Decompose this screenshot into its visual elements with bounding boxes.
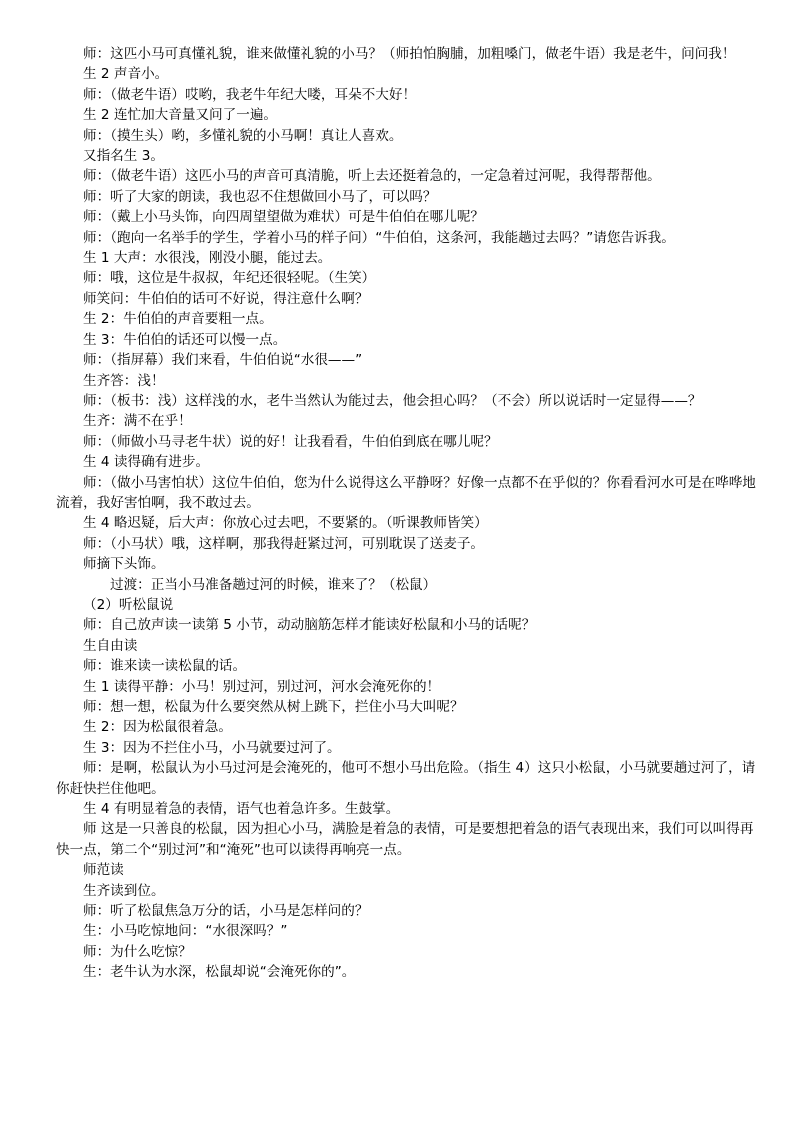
paragraph: 生 2：牛伯伯的声音要粗一点。 (83, 311, 273, 328)
paragraph: 师笑问：牛伯伯的话可不好说，得注意什么啊？ (83, 290, 369, 307)
paragraph: 生齐答：浅！ (83, 372, 165, 389)
paragraph: 生 2：因为松鼠很着急。 (83, 719, 232, 736)
paragraph: 师 这是一只善良的松鼠，因为担心小马，满脸是着急的表情，可是要想把着急的语气表现出来，我们可以叫得再快一点，第二个“别过河”和“淹死”也可以读得再响亮一点。 (56, 821, 754, 858)
paragraph: 师：（小马状）哦，这样啊，那我得赶紧过河，可别耽误了送麦子。 (83, 535, 485, 552)
paragraph: 师：（师做小马寻老牛状）说的好！让我看看，牛伯伯到底在哪儿呢？ (83, 433, 498, 450)
paragraph: 师：听了大家的朗读，我也忍不住想做回小马了，可以吗？ (83, 188, 437, 205)
paragraph: 生：老牛认为水深，松鼠却说“会淹死你的”。 (83, 964, 356, 981)
paragraph: 生 1 大声：水很浅，刚没小腿，能过去。 (83, 250, 332, 267)
paragraph: 生 1 读得平静：小马！别过河，别过河，河水会淹死你的！ (83, 678, 441, 695)
paragraph: 师：（指屏幕）我们来看，牛伯伯说“水很——” (83, 352, 363, 369)
paragraph: 师摘下头饰。 (83, 556, 165, 573)
paragraph: 生：小马吃惊地问：“水很深吗？” (83, 923, 288, 940)
paragraph: 生 4 略迟疑，后大声：你放心过去吧，不要紧的。（听课教师皆笑） (83, 515, 488, 532)
paragraph: 师：（摸生头）哟，多懂礼貌的小马啊！真让人喜欢。 (83, 127, 403, 144)
paragraph: 生齐读到位。 (83, 882, 165, 899)
paragraph: 师范读 (83, 862, 124, 879)
paragraph: 生 4 读得确有进步。 (83, 454, 210, 471)
paragraph: 师：（做小马害怕状）这位牛伯伯，您为什么说得这么平静呀？好像一点都不在乎似的？你看看河水可是在哗哗地流着，我好害怕啊，我不敢过去。 (56, 474, 756, 511)
paragraph: 师：（板书：浅）这样浅的水，老牛当然认为能过去，他会担心吗？（不会）所以说话时一定显得——？ (83, 392, 702, 409)
section-heading: （2）听松鼠说 (83, 596, 174, 613)
paragraph: 师：（戴上小马头饰，向四周望望做为难状）可是牛伯伯在哪儿呢？ (83, 209, 485, 226)
paragraph: 又指名生 3。 (83, 148, 164, 165)
paragraph: 生 3：牛伯伯的话还可以慢一点。 (83, 331, 287, 348)
paragraph: 师：（做老牛语）这匹小马的声音可真清脆，听上去还挺着急的，一定急着过河呢，我得帮帮他。 (83, 168, 661, 185)
paragraph: 师：（做老牛语）哎哟，我老牛年纪大喽，耳朵不大好！ (83, 86, 417, 103)
paragraph: 生齐：满不在乎！ (83, 413, 192, 430)
transition-paragraph: 过渡：正当小马准备趟过河的时候，谁来了？（松鼠） (110, 576, 437, 593)
document-page (56, 44, 756, 983)
paragraph: 生 4 有明显着急的表情，语气也着急许多。生鼓掌。 (83, 801, 400, 818)
paragraph: 生 2 连忙加大音量又问了一遍。 (83, 107, 278, 124)
paragraph: 师：哦，这位是牛叔叔，年纪还很轻呢。（生笑） (83, 270, 376, 287)
paragraph: 生 3：因为不拦住小马，小马就要过河了。 (83, 739, 341, 756)
paragraph: 师：这匹小马可真懂礼貌，谁来做懂礼貌的小马？（师拍怕胸脯，加粗嗓门，做老牛语）我是老牛，问问我！ (83, 46, 736, 62)
paragraph: 师：想一想，松鼠为什么要突然从树上跳下，拦住小马大叫呢？ (83, 699, 464, 715)
paragraph: 师：为什么吃惊？ (83, 943, 192, 960)
paragraph: 师：自己放声读一读第 5 小节，动动脑筋怎样才能读好松鼠和小马的话呢？ (83, 617, 536, 634)
paragraph: 师：听了松鼠焦急万分的话，小马是怎样问的？ (83, 903, 369, 920)
paragraph: 师：（跑向一名举手的学生，学着小马的样子问）“牛伯伯，这条河，我能趟过去吗？”请您告诉我。 (83, 229, 675, 246)
paragraph: 生 2 声音小。 (83, 66, 169, 83)
paragraph: 生自由读 (83, 637, 138, 654)
paragraph: 师：是啊，松鼠认为小马过河是会淹死的，他可不想小马出危险。（指生 4）这只小松鼠，小马就要趟过河了，请你赶快拦住他吧。 (56, 760, 756, 797)
paragraph: 师：谁来读一读松鼠的话。 (83, 658, 247, 675)
